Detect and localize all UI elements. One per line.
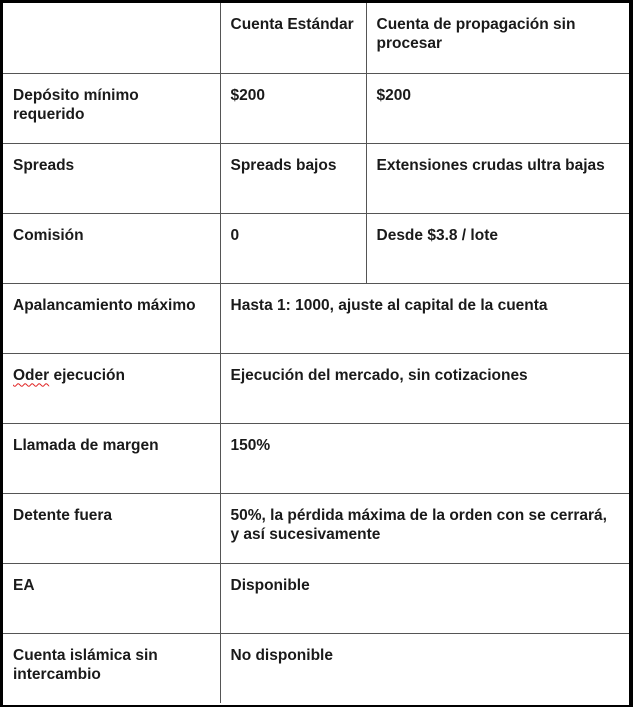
max-leverage-value: Hasta 1: 1000, ajuste al capital de la cuenta (220, 283, 629, 353)
table-row (3, 563, 629, 633)
table-row (3, 493, 629, 563)
row-label-order-execution-suffix: ejecución (49, 366, 125, 384)
row-label-commission: Comisión (3, 213, 220, 283)
raw-min-deposit: $200 (366, 73, 629, 143)
margin-call-value: 150% (220, 423, 629, 493)
table-header-row (3, 3, 629, 73)
standard-commission: 0 (220, 213, 366, 283)
row-label-spreads: Spreads (3, 143, 220, 213)
raw-commission: Desde $3.8 / lote (366, 213, 629, 283)
table-row (3, 633, 629, 703)
row-label-ea: EA (3, 563, 220, 633)
row-label-min-deposit: Depósito mínimo requerido (3, 73, 220, 143)
standard-spreads: Spreads bajos (220, 143, 366, 213)
row-label-order-execution (3, 353, 220, 423)
header-raw-spread-account: Cuenta de propagación sin procesar (366, 3, 629, 73)
table-row (3, 213, 629, 283)
order-execution-value: Ejecución del mercado, sin cotizaciones (220, 353, 629, 423)
stop-out-value: 50%, la pérdida máxima de la orden con se cerrará, y así sucesivamente (220, 493, 629, 563)
table-row (3, 143, 629, 213)
table-row (3, 73, 629, 143)
misspelled-word: Oder (13, 366, 50, 384)
standard-min-deposit: $200 (220, 73, 366, 143)
row-label-islamic-account: Cuenta islámica sin intercambio (3, 633, 220, 703)
islamic-account-value: No disponible (220, 633, 629, 703)
raw-spreads: Extensiones crudas ultra bajas (366, 143, 629, 213)
table-row (3, 283, 629, 353)
table-row (3, 423, 629, 493)
row-label-max-leverage: Apalancamiento máximo (3, 283, 220, 353)
account-comparison-table (3, 3, 629, 703)
table-row (3, 353, 629, 423)
header-cell-empty (3, 3, 220, 73)
row-label-stop-out: Detente fuera (3, 493, 220, 563)
header-standard-account: Cuenta Estándar (220, 3, 366, 73)
ea-value: Disponible (220, 563, 629, 633)
row-label-margin-call: Llamada de margen (3, 423, 220, 493)
